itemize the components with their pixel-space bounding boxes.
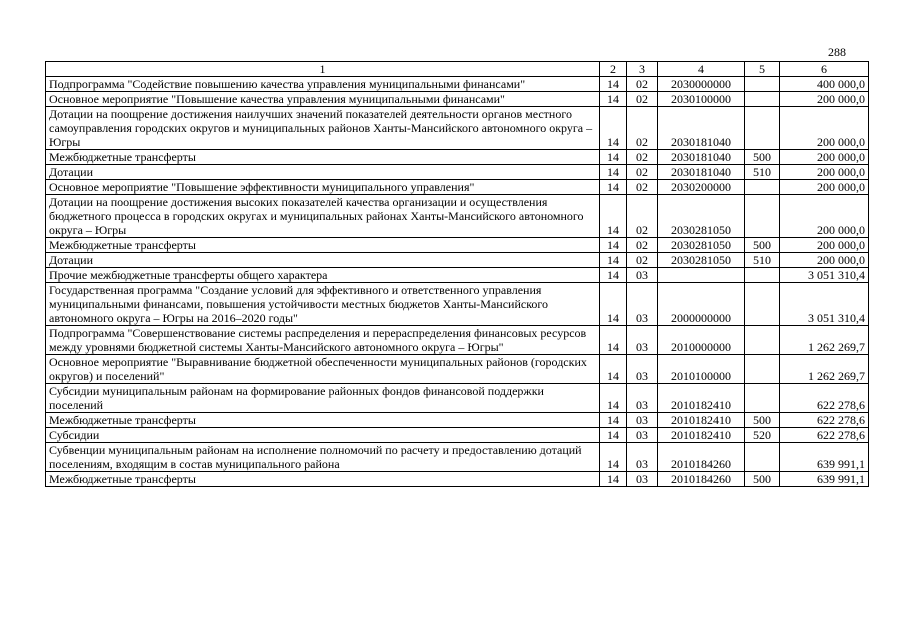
- row-section: 14: [600, 92, 627, 107]
- row-expense-type: [745, 195, 780, 238]
- row-expense-type: [745, 107, 780, 150]
- row-amount: 400 000,0: [780, 77, 869, 92]
- row-target-article: 2010184260: [658, 443, 745, 472]
- row-name: Основное мероприятие "Выравнивание бюджетной обеспеченности муниципальных районов (городских округов) и поселений": [46, 355, 600, 384]
- row-amount: 200 000,0: [780, 195, 869, 238]
- row-amount: 639 991,1: [780, 472, 869, 487]
- row-section: 14: [600, 253, 627, 268]
- row-section: 14: [600, 428, 627, 443]
- row-subsection: 02: [627, 77, 658, 92]
- row-amount: 200 000,0: [780, 253, 869, 268]
- table-row: [46, 428, 869, 443]
- row-name: Межбюджетные трансферты: [46, 150, 600, 165]
- row-name: Подпрограмма "Содействие повышению качества управления муниципальными финансами": [46, 77, 600, 92]
- row-section: 14: [600, 384, 627, 413]
- column-header-subsection: 3: [627, 62, 658, 77]
- column-header-section: 2: [600, 62, 627, 77]
- row-expense-type: [745, 92, 780, 107]
- row-target-article: 2030181040: [658, 165, 745, 180]
- row-name: Государственная программа "Создание условий для эффективного и ответственного управления муниципальными финансами, повышения устойчивости местных бюджетов Ханты-Мансийского автономного округа – Югры на 2016–2020 годы": [46, 283, 600, 326]
- row-target-article: 2030000000: [658, 77, 745, 92]
- row-name: Межбюджетные трансферты: [46, 413, 600, 428]
- row-subsection: 03: [627, 413, 658, 428]
- row-subsection: 03: [627, 326, 658, 355]
- row-target-article: 2030181040: [658, 150, 745, 165]
- row-expense-type: 510: [745, 253, 780, 268]
- table-row: [46, 238, 869, 253]
- row-expense-type: 510: [745, 165, 780, 180]
- row-expense-type: [745, 180, 780, 195]
- table-row: [46, 268, 869, 283]
- row-subsection: 03: [627, 472, 658, 487]
- row-subsection: 03: [627, 283, 658, 326]
- row-subsection: 02: [627, 180, 658, 195]
- row-name: Основное мероприятие "Повышение качества управления муниципальными финансами": [46, 92, 600, 107]
- row-amount: 1 262 269,7: [780, 326, 869, 355]
- row-target-article: 2030281050: [658, 238, 745, 253]
- row-subsection: 02: [627, 165, 658, 180]
- row-name: Субсидии: [46, 428, 600, 443]
- row-expense-type: [745, 326, 780, 355]
- row-expense-type: 500: [745, 413, 780, 428]
- table-row: [46, 355, 869, 384]
- row-target-article: 2010182410: [658, 428, 745, 443]
- row-expense-type: [745, 77, 780, 92]
- row-section: 14: [600, 443, 627, 472]
- row-subsection: 02: [627, 150, 658, 165]
- row-amount: 200 000,0: [780, 150, 869, 165]
- row-expense-type: [745, 283, 780, 326]
- row-section: 14: [600, 195, 627, 238]
- row-section: 14: [600, 283, 627, 326]
- row-expense-type: 500: [745, 238, 780, 253]
- row-name: Межбюджетные трансферты: [46, 472, 600, 487]
- table-row: [46, 443, 869, 472]
- row-amount: 639 991,1: [780, 443, 869, 472]
- row-name: Подпрограмма "Совершенствование системы распределения и перераспределения финансовых ресурсов между уровнями бюджетной системы Ханты-Мансийского автономного округа – Югры": [46, 326, 600, 355]
- row-section: 14: [600, 268, 627, 283]
- row-name: Субсидии муниципальным районам на формирование районных фондов финансовой поддержки поселений: [46, 384, 600, 413]
- row-name: Дотации: [46, 165, 600, 180]
- table-row: [46, 92, 869, 107]
- row-expense-type: [745, 355, 780, 384]
- row-subsection: 02: [627, 92, 658, 107]
- row-target-article: [658, 268, 745, 283]
- row-target-article: 2030281050: [658, 195, 745, 238]
- table-body: [46, 77, 869, 487]
- row-amount: 200 000,0: [780, 180, 869, 195]
- row-section: 14: [600, 165, 627, 180]
- table-row: [46, 195, 869, 238]
- row-target-article: 2010182410: [658, 384, 745, 413]
- row-subsection: 02: [627, 107, 658, 150]
- page-number: 288: [828, 45, 846, 59]
- table-row: [46, 253, 869, 268]
- row-section: 14: [600, 107, 627, 150]
- row-section: 14: [600, 326, 627, 355]
- row-target-article: 2000000000: [658, 283, 745, 326]
- row-subsection: 03: [627, 428, 658, 443]
- table-row: [46, 107, 869, 150]
- row-subsection: 02: [627, 195, 658, 238]
- row-amount: 200 000,0: [780, 107, 869, 150]
- row-section: 14: [600, 238, 627, 253]
- table-row: [46, 283, 869, 326]
- row-name: Межбюджетные трансферты: [46, 238, 600, 253]
- row-subsection: 02: [627, 238, 658, 253]
- row-name: Дотации на поощрение достижения наилучших значений показателей деятельности органов местного самоуправления городских округов и муниципальных районов Ханты-Мансийского автономного округа – Югры: [46, 107, 600, 150]
- row-section: 14: [600, 355, 627, 384]
- table-row: [46, 472, 869, 487]
- row-target-article: 2030281050: [658, 253, 745, 268]
- row-amount: 3 051 310,4: [780, 283, 869, 326]
- row-amount: 622 278,6: [780, 428, 869, 443]
- table-row: [46, 180, 869, 195]
- row-expense-type: 500: [745, 150, 780, 165]
- row-expense-type: [745, 443, 780, 472]
- row-target-article: 2010100000: [658, 355, 745, 384]
- row-expense-type: 520: [745, 428, 780, 443]
- table-row: [46, 413, 869, 428]
- row-target-article: 2010182410: [658, 413, 745, 428]
- row-target-article: 2010000000: [658, 326, 745, 355]
- row-name: Прочие межбюджетные трансферты общего характера: [46, 268, 600, 283]
- row-amount: 200 000,0: [780, 165, 869, 180]
- table-row: [46, 150, 869, 165]
- column-header-target-article: 4: [658, 62, 745, 77]
- row-target-article: 2030200000: [658, 180, 745, 195]
- row-amount: 200 000,0: [780, 92, 869, 107]
- row-section: 14: [600, 150, 627, 165]
- row-target-article: 2010184260: [658, 472, 745, 487]
- row-section: 14: [600, 180, 627, 195]
- column-header-amount: 6: [780, 62, 869, 77]
- row-amount: 622 278,6: [780, 384, 869, 413]
- row-subsection: 03: [627, 443, 658, 472]
- row-subsection: 03: [627, 384, 658, 413]
- row-name: Субвенции муниципальным районам на исполнение полномочий по расчету и предоставлению дотаций поселениям, входящим в состав муниципального района: [46, 443, 600, 472]
- table-row: [46, 384, 869, 413]
- column-header-name: 1: [46, 62, 600, 77]
- table-row: [46, 77, 869, 92]
- row-target-article: 2030100000: [658, 92, 745, 107]
- row-subsection: 02: [627, 253, 658, 268]
- column-header-expense-type: 5: [745, 62, 780, 77]
- row-section: 14: [600, 413, 627, 428]
- row-section: 14: [600, 77, 627, 92]
- header-row: [46, 62, 869, 77]
- row-amount: 1 262 269,7: [780, 355, 869, 384]
- row-amount: 3 051 310,4: [780, 268, 869, 283]
- row-name: Дотации на поощрение достижения высоких показателей качества организации и осуществления бюджетного процесса в городских округах и муниципальных районах Ханты-Мансийского автономного округа – Югры: [46, 195, 600, 238]
- row-target-article: 2030181040: [658, 107, 745, 150]
- row-expense-type: [745, 384, 780, 413]
- row-amount: 200 000,0: [780, 238, 869, 253]
- row-subsection: 03: [627, 268, 658, 283]
- row-expense-type: 500: [745, 472, 780, 487]
- row-subsection: 03: [627, 355, 658, 384]
- table-row: [46, 165, 869, 180]
- table-row: [46, 326, 869, 355]
- budget-table: [45, 61, 869, 487]
- row-name: Основное мероприятие "Повышение эффективности муниципального управления": [46, 180, 600, 195]
- row-name: Дотации: [46, 253, 600, 268]
- row-expense-type: [745, 268, 780, 283]
- row-amount: 622 278,6: [780, 413, 869, 428]
- row-section: 14: [600, 472, 627, 487]
